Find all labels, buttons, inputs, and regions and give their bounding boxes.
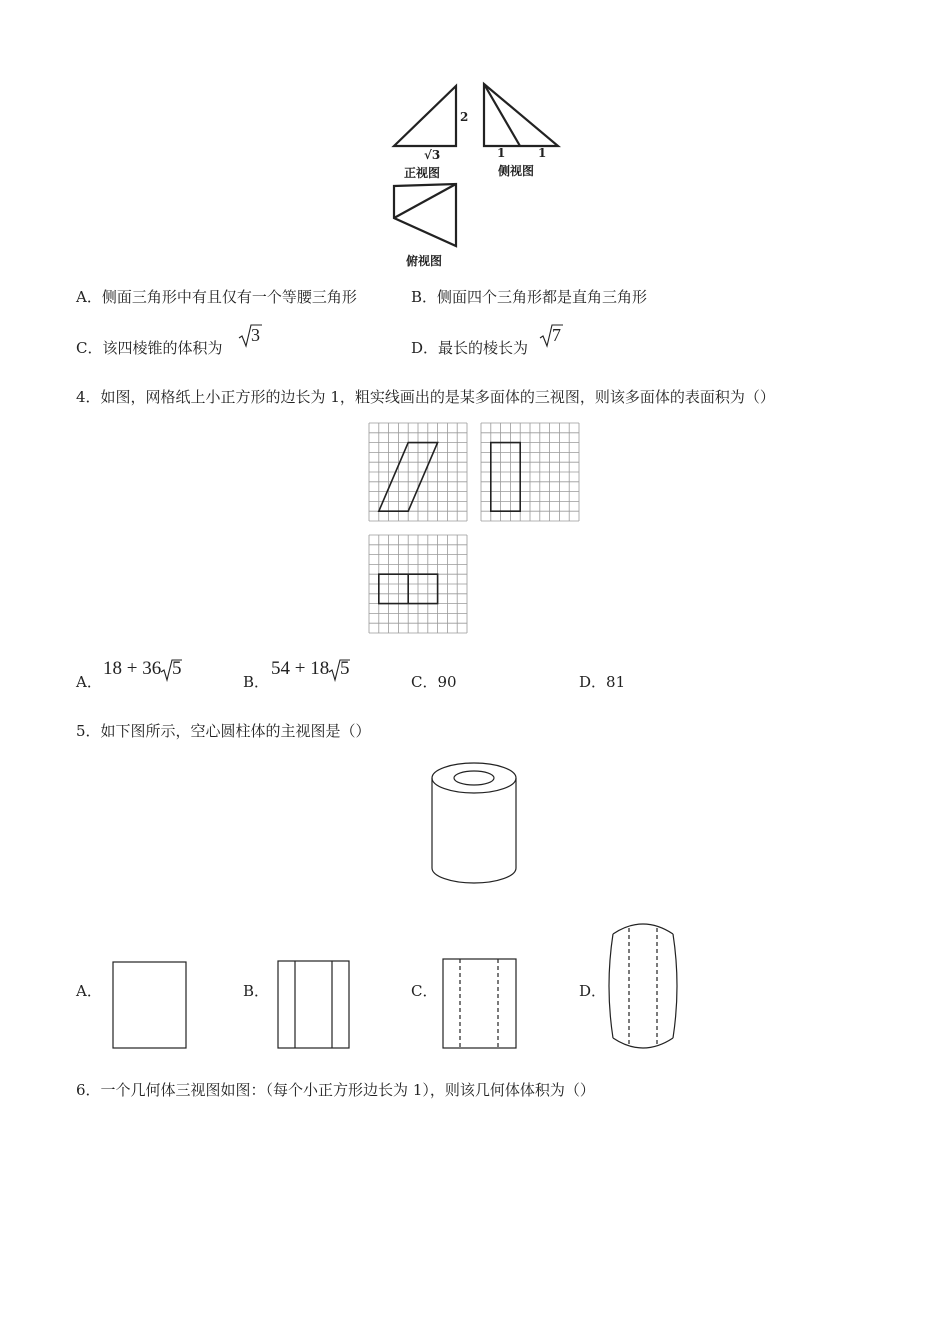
q5-option-c-figure <box>442 958 518 1052</box>
cylinder-top-inner <box>454 771 494 785</box>
side-view-caption: 侧视图 <box>498 164 535 178</box>
q6-stem: 6．一个几何体三视图如图：（每个小正方形边长为 1），则该几何体体积为（） <box>76 1081 595 1099</box>
q3-option-c-radicand: 3 <box>251 325 260 345</box>
q5-option-d-figure <box>607 920 679 1054</box>
q5-stem: 5．如下图所示，空心圆柱体的主视图是（） <box>76 722 371 740</box>
q4-option-b-expr: 54 + 18 <box>271 658 330 679</box>
front-view-triangle <box>394 86 456 146</box>
grid-three-views <box>368 422 584 640</box>
dim-side-right-label: 1 <box>538 146 547 160</box>
q4-option-a-radicand: 5 <box>172 658 182 679</box>
cylinder-top-outer <box>432 763 516 793</box>
side-view-rectangle <box>491 443 520 512</box>
q3-option-c-text: C．该四棱锥的体积为 <box>76 339 223 357</box>
q5-option-d: D． <box>579 982 607 1000</box>
top-view-caption: 俯视图 <box>406 254 443 268</box>
front-view-caption: 正视图 <box>404 166 441 180</box>
q5-option-a-figure <box>112 961 188 1051</box>
top-view-quad <box>394 184 456 246</box>
q4-option-a-label: A． <box>76 673 102 691</box>
side-view-triangle <box>484 84 558 146</box>
q4-option-d: D．81 <box>579 673 626 691</box>
dim-base-label: √3 <box>424 148 441 162</box>
q5-option-b-figure <box>277 960 351 1050</box>
q3-option-d-radicand: 7 <box>552 325 561 345</box>
q4-stem: 4．如图，网格纸上小正方形的边长为 1，粗实线画出的是某多面体的三视图，则该多面体的表面积为（） <box>76 388 775 406</box>
hollow-cylinder-figure <box>428 762 522 886</box>
q3-option-c <box>76 338 222 358</box>
q3-option-d <box>411 338 528 358</box>
q4-option-b-math <box>271 658 350 686</box>
q4-option-a-expr: 18 + 36 <box>103 658 162 679</box>
q3-option-b: B．侧面四个三角形都是直角三角形 <box>411 288 648 306</box>
top-view-diagonal <box>394 184 456 218</box>
q3-option-a: A．侧面三角形中有且仅有一个等腰三角形 <box>76 288 357 306</box>
cylinder-bottom-arc <box>432 868 516 883</box>
front-view-grid <box>369 423 467 521</box>
q4-option-c: C．90 <box>411 673 457 691</box>
q3-option-d-text: D．最长的棱长为 <box>411 339 529 357</box>
dim-height-label: 2 <box>460 110 469 124</box>
side-view-grid <box>481 423 579 521</box>
q5-option-c: C． <box>411 982 438 1000</box>
side-view-inner-edge <box>484 84 520 146</box>
q5-option-b: B． <box>243 982 270 1000</box>
q5-option-a: A． <box>76 982 102 1000</box>
q4-option-b-label: B． <box>243 673 270 691</box>
q4-option-a-math <box>103 658 182 686</box>
top-view-grid <box>369 535 467 633</box>
dim-side-left-label: 1 <box>497 146 506 160</box>
q4-option-b-radicand: 5 <box>340 658 350 679</box>
